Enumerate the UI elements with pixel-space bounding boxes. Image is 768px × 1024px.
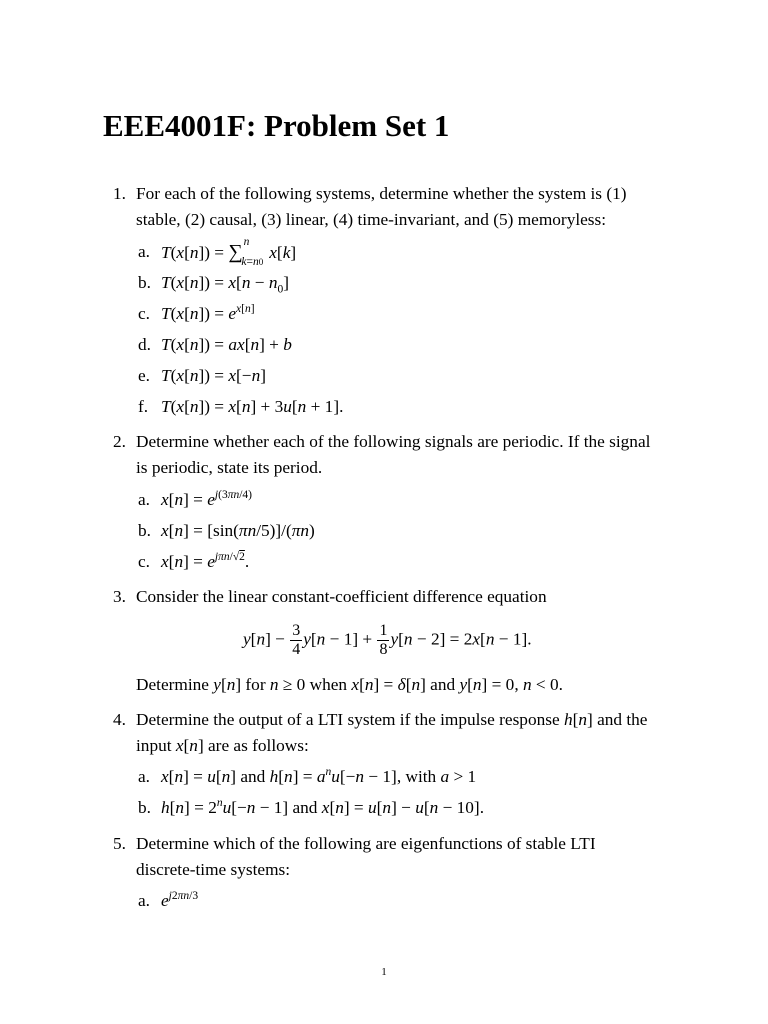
q1b-equation: $T(x[n]) = x[n - n_0]$ [161, 273, 289, 296]
q1e-equation: T(x[n]) = x[−n] [161, 366, 266, 385]
q5-text-line2: discrete-time systems: [136, 860, 291, 879]
q2c-equation: $x[n] = e^{j\pi n/√2}$. [161, 551, 250, 571]
q1c-label: c. [138, 304, 150, 323]
q1f-label: f. [138, 397, 149, 416]
q1-number: 1. [113, 184, 126, 203]
q3-condition: Determine y[n] for n ≥ 0 when x[n] = δ[n] and y[n] = 0, n < 0. [136, 675, 563, 694]
q1a-label: a. [138, 242, 150, 261]
q3-text-line1: Consider the linear constant-coefficient difference equation [136, 587, 547, 606]
q2-text-line1: Determine whether each of the following signals are periodic. If the signal [136, 432, 651, 451]
q1d-label: d. [138, 335, 151, 354]
q5a-equation: $e^{j2\pi n/3}$ [161, 890, 199, 910]
q2c-label: c. [138, 552, 150, 571]
q4a-label: a. [138, 767, 150, 786]
q4-text-part4: are as follows: [208, 736, 309, 755]
q3-when-word: when [309, 675, 348, 694]
q5a-label: a. [138, 891, 150, 910]
q4-text-line2: input x[n] are as follows: [136, 736, 309, 755]
q2b-label: b. [138, 521, 151, 540]
q3-number: 3. [113, 587, 126, 606]
q4a-equation: x[n] = u[n] and $h[n] = a^nu[-n - 1]$, with a > 1 [161, 766, 477, 786]
q4b-label: b. [138, 798, 151, 817]
q2-number: 2. [113, 432, 126, 451]
q4-number: 4. [113, 710, 126, 729]
q5-number: 5. [113, 834, 126, 853]
q2-text-line2: is periodic, state its period. [136, 458, 323, 477]
q2a-equation: $x[n] = e^{j(3\pi n/4)}$ [161, 489, 252, 509]
q4-text-part1: Determine the output of a LTI system if the impulse response [136, 710, 560, 729]
page-number: 1 [381, 966, 387, 978]
q3-for-word: for [245, 675, 266, 694]
q1f-equation: T(x[n]) = x[n] + 3u[n + 1]. [161, 397, 344, 416]
q4-text-part2: and the [597, 710, 648, 729]
q1d-equation: T(x[n]) = ax[n] + b [161, 335, 292, 354]
q3-difference-equation: y[n] − $\frac{3}{4}$ y[n − 1] + $\frac{1}{8}$ y[n − 2] = 2x[n − 1]. [243, 622, 532, 658]
q4-text-part3: input [136, 736, 172, 755]
q1-text-line2: stable, (2) causal, (3) linear, (4) time-invariant, and (5) memoryless: [136, 210, 607, 229]
q3-determine-word: Determine [136, 675, 209, 694]
q4b-and-word: and [292, 798, 318, 817]
q1-text-line1: For each of the following systems, determine whether the system is (1) [136, 184, 627, 203]
q4a-and-word: and [240, 767, 266, 786]
q2b-equation: x[n] = [sin(πn/5)]/(πn) [161, 521, 315, 540]
q1b-label: b. [138, 273, 151, 292]
page-title: EEE4001F: Problem Set 1 [103, 108, 450, 143]
q5-text-line1: Determine which of the following are eigenfunctions of stable LTI [136, 834, 596, 853]
q2a-label: a. [138, 490, 150, 509]
q1e-label: e. [138, 366, 150, 385]
q4a-with-word: , with [396, 767, 437, 786]
q1a-equation: T(x[n]) = ∑$^n_{k=n0}$x[k] [161, 236, 297, 269]
q4b-equation: $h[n] = 2^nu[-n - 1]$ and x[n] = u[n] − u[n − 10]. [161, 797, 485, 817]
q4-text-line1: Determine the output of a LTI system if the impulse response h[n] and the [136, 710, 648, 729]
q3-and-word: and [430, 675, 456, 694]
q1c-equation: $T(x[n]) = e^{x[n]}$ [161, 303, 255, 323]
